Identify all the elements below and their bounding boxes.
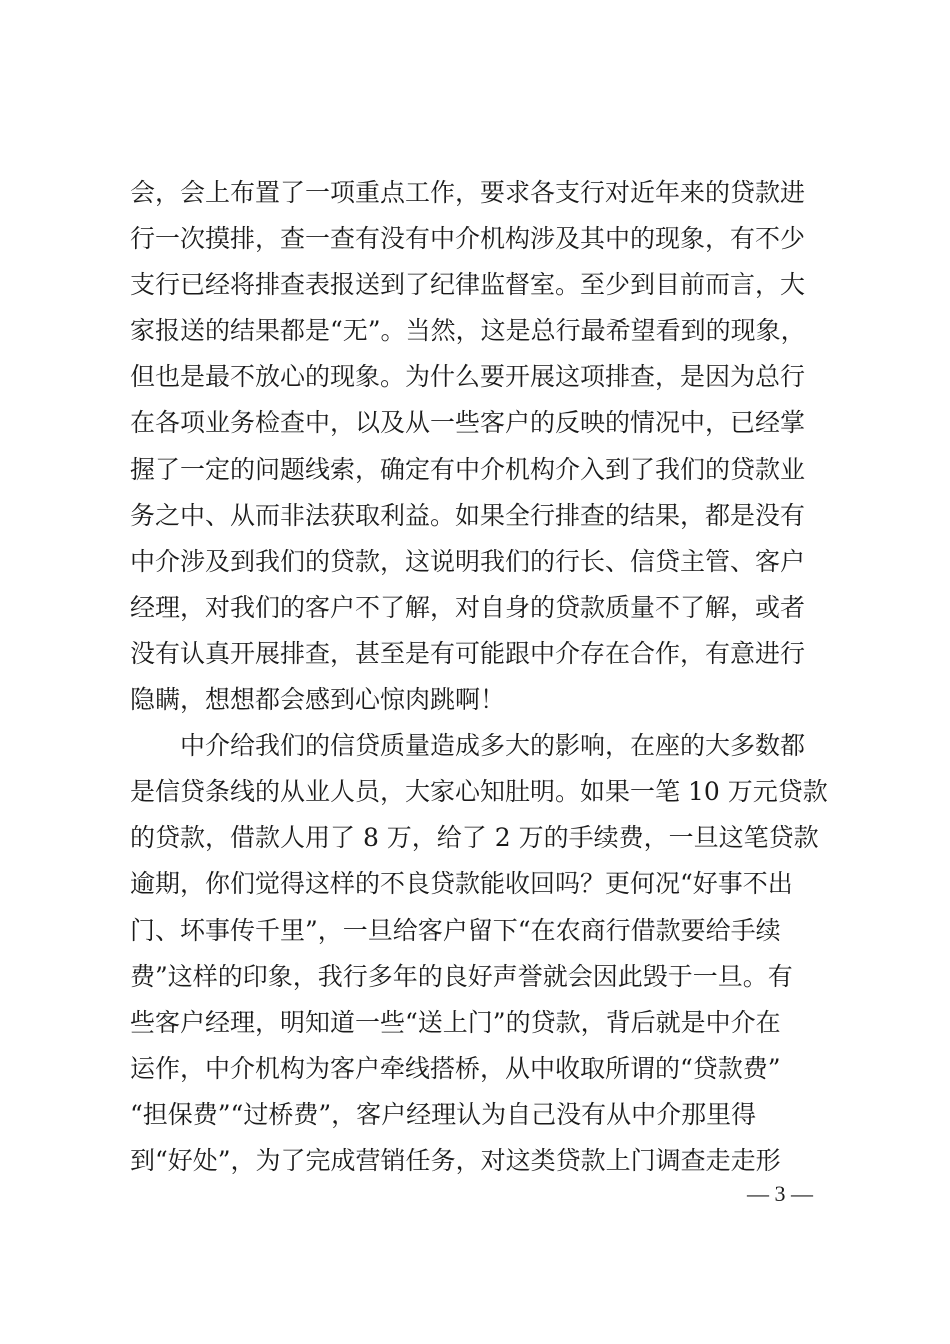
text-line: 是信贷条线的从业人员，大家心知肚明。如果一笔 10 万元贷款: [130, 777, 828, 807]
text-line: 费”这样的印象，我行多年的良好声誉就会因此毁于一旦。有: [130, 961, 793, 991]
text-line: 些客户经理，明知道一些“送上门”的贷款，背后就是中介在: [130, 1007, 781, 1037]
text-line: 握了一定的问题线索，确定有中介机构介入到了我们的贷款业: [130, 454, 806, 484]
text-line: 门、坏事传千里”，一旦给客户留下“在农商行借款要给手续: [130, 915, 781, 945]
text-line: 行一次摸排，查一查有没有中介机构涉及其中的现象，有不少: [130, 224, 806, 254]
text-line: 到“好处”，为了完成营销任务，对这类贷款上门调查走走形: [130, 1145, 781, 1175]
text-line: 逾期，你们觉得这样的不良贷款能收回吗？更何况“好事不出: [130, 869, 793, 899]
text-line: 中介给我们的信贷质量造成多大的影响，在座的大多数都: [180, 731, 806, 761]
paragraph-2: [130, 723, 828, 1184]
document-body: [130, 170, 828, 1184]
text-line: 务之中、从而非法获取利益。如果全行排查的结果，都是没有: [130, 500, 806, 530]
text-line: 在各项业务检查中，以及从一些客户的反映的情况中，已经掌: [130, 408, 806, 438]
text-line: 支行已经将排查表报送到了纪律监督室。至少到目前而言，大: [130, 270, 806, 300]
text-line: 没有认真开展排查，甚至是有可能跟中介存在合作，有意进行: [130, 638, 806, 668]
text-line: “担保费”“过桥费”，客户经理认为自己没有从中介那里得: [130, 1099, 757, 1129]
text-line: 经理，对我们的客户不了解，对自身的贷款质量不了解，或者: [130, 592, 806, 622]
text-line: 隐瞒，想想都会感到心惊肉跳啊！: [130, 685, 506, 715]
text-line: 但也是最不放心的现象。为什么要开展这项排查，是因为总行: [130, 362, 806, 392]
text-line: 中介涉及到我们的贷款，这说明我们的行长、信贷主管、客户: [130, 546, 806, 576]
text-line: 的贷款，借款人用了 8 万，给了 2 万的手续费，一旦这笔贷款: [130, 823, 819, 853]
text-line: 会，会上布置了一项重点工作，要求各支行对近年来的贷款进: [130, 178, 806, 207]
paragraph-1: [130, 170, 820, 723]
page-number: — 3 —: [747, 1181, 813, 1206]
text-line: 家报送的结果都是“无”。当然，这是总行最希望看到的现象，: [130, 316, 806, 346]
text-line: 运作，中介机构为客户牵线搭桥，从中收取所谓的“贷款费”: [130, 1053, 781, 1083]
